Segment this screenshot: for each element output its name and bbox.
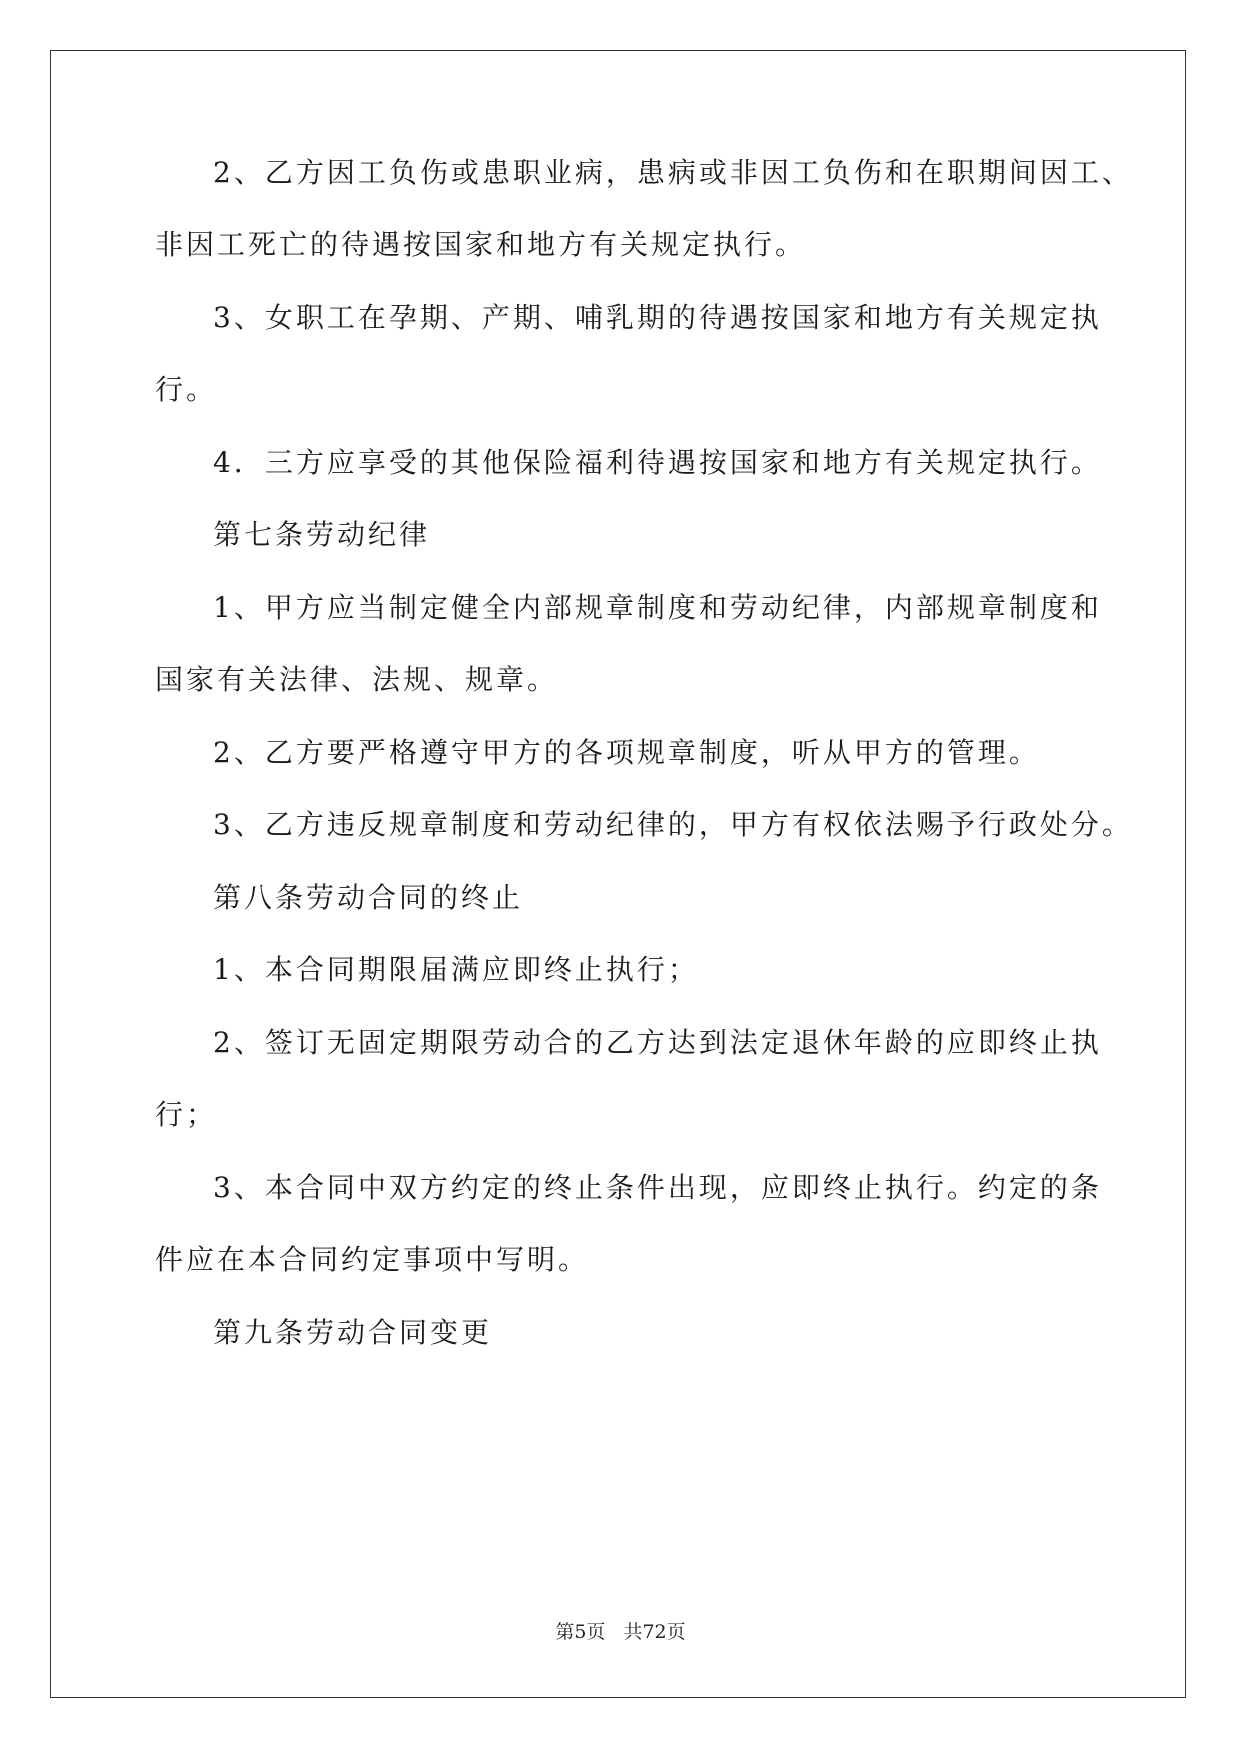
paragraph-line: 2、乙方因工负伤或患职业病，患病或非因工负伤和在职期间因工、 [213,156,1133,189]
paragraph-line: 非因工死亡的待遇按国家和地方有关规定执行。 [155,228,807,261]
paragraph-line: 行。 [155,373,218,406]
paragraph-line: 2、签订无固定期限劳动合的乙方达到法定退休年龄的应即终止执 [213,1026,1102,1059]
paragraph-line: 2、乙方要严格遵守甲方的各项规章制度，听从甲方的管理。 [213,736,1040,769]
paragraph-line: 1、甲方应当制定健全内部规章制度和劳动纪律，内部规章制度和 [213,591,1102,624]
paragraph-line: 3、乙方违反规章制度和劳动纪律的，甲方有权依法赐予行政处分。 [213,808,1133,841]
paragraph-line: 1、本合同期限届满应即终止执行； [213,953,699,986]
paragraph-line: 国家有关法律、法规、规章。 [155,663,559,696]
paragraph-line: 3、女职工在孕期、产期、哺乳期的待遇按国家和地方有关规定执 [213,301,1102,334]
page-number: 第5页 [555,1621,606,1643]
section-heading: 第七条劳动纪律 [213,518,431,551]
paragraph-line: 3、本合同中双方约定的终止条件出现，应即终止执行。约定的条 [213,1171,1102,1204]
section-heading: 第八条劳动合同的终止 [213,881,524,914]
section-heading: 第九条劳动合同变更 [213,1316,493,1349]
paragraph-line: 件应在本合同约定事项中写明。 [155,1243,590,1276]
paragraph-line: 4．三方应享受的其他保险福利待遇按国家和地方有关规定执行。 [213,446,1102,479]
total-pages: 共72页 [623,1621,686,1643]
paragraph-line: 行； [155,1098,218,1131]
page-footer [0,1620,1241,1644]
